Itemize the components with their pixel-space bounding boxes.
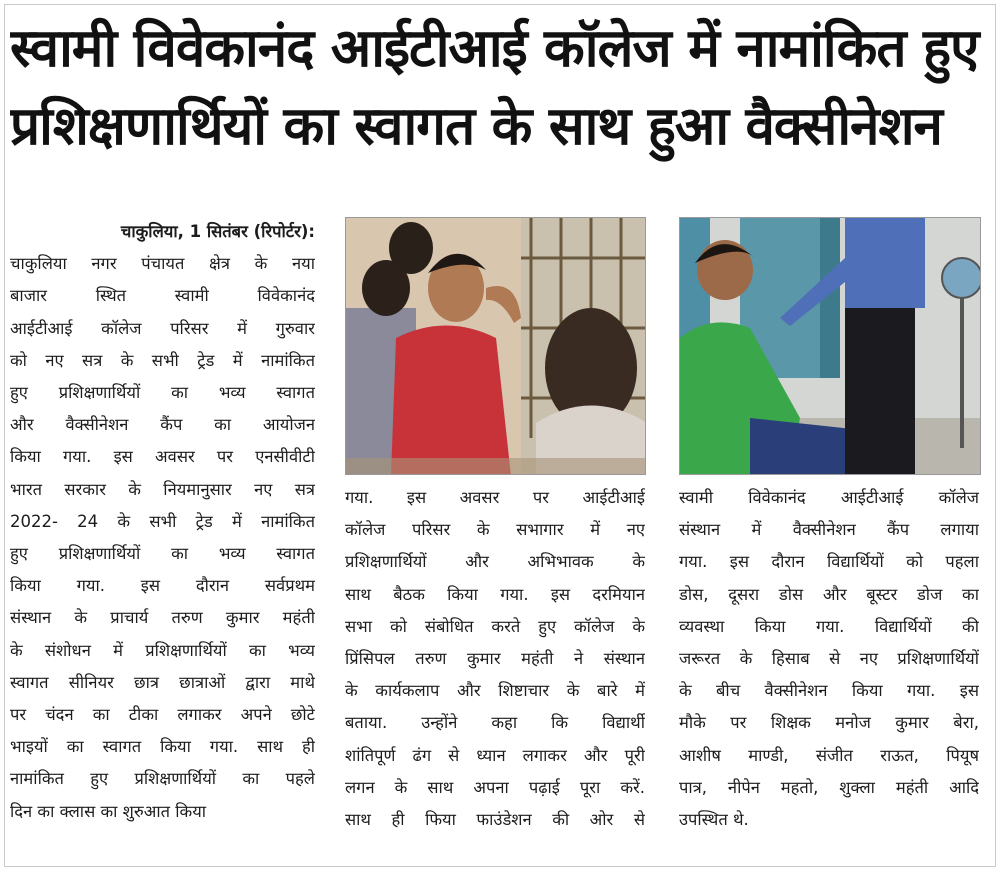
column-line: स्वामी विवेकानंद आईटीआई कॉलेज	[679, 488, 979, 507]
column-line: डोस, दूसरा डोस और बूस्टर डोज का	[679, 584, 979, 604]
column-line: दिन का क्लास का शुरुआत किया	[10, 801, 207, 821]
column-line: आशीष माण्डी, संजीत राऊत, पियूष	[679, 745, 979, 765]
photo-vaccination-image	[680, 218, 981, 475]
column-line: नामांकित हुए प्रशिक्षणार्थियों का पहले	[10, 769, 315, 789]
photo-vaccination	[679, 217, 981, 475]
column-line: उपस्थित थे.	[679, 810, 749, 830]
column-line: संस्थान के प्राचार्य तरुण कुमार महंती	[10, 608, 315, 628]
article-column-2	[345, 482, 645, 836]
dateline: चाकुलिया, 1 सितंबर (रिपोर्टर):	[120, 222, 315, 241]
column-line: स्वागत सीनियर छात्र छात्राओं द्वारा माथे	[10, 672, 315, 692]
column-line: गया. इस दौरान विद्यार्थियों को पहला	[679, 552, 979, 572]
column-line: गया. इस अवसर पर आईटीआई	[345, 488, 645, 507]
column-line: साथ ही फिया फाउंडेशन की ओर से	[345, 810, 645, 830]
column-line: 2022- 24 के सभी ट्रेड में नामांकित	[10, 511, 315, 531]
photo-welcome-tilak-image	[346, 218, 646, 475]
column-line: संस्थान में वैक्सीनेशन कैंप लगाया	[679, 520, 979, 540]
column-line: कॉलेज परिसर के सभागार में नए	[345, 520, 645, 540]
column-line: शांतिपूर्ण ढंग से ध्यान लगाकर और पूरी	[345, 745, 645, 765]
column-line: प्रशिक्षणार्थियों और अभिभावक के	[345, 552, 645, 572]
column-line: बाजार स्थित स्वामी विवेकानंद	[10, 286, 315, 306]
column-line: मौके पर शिक्षक मनोज कुमार बेरा,	[679, 713, 979, 733]
headline-line-1: स्वामी विवेकानंद आईटीआई कॉलेज में नामांकित हुए	[10, 18, 979, 79]
column-line: आईटीआई कॉलेज परिसर में गुरुवार	[10, 318, 315, 338]
article-column-1	[10, 216, 315, 828]
column-line: जरूरत के हिसाब से नए प्रशिक्षणार्थियों	[679, 649, 979, 669]
column-line: और वैक्सीनेशन कैंप का आयोजन	[10, 415, 315, 435]
column-line: हुए प्रशिक्षणार्थियों का भव्य स्वागत	[10, 544, 315, 564]
column-line: बताया. उन्होंने कहा कि विद्यार्थी	[345, 713, 645, 733]
column-line: पर चंदन का टीका लगाकर अपने छोटे	[10, 705, 315, 725]
column-line: पात्र, नीपेन महतो, शुक्ला महंती आदि	[679, 777, 979, 797]
headline-line-2: प्रशिक्षणार्थियों का स्वागत के साथ हुआ वैक्सीनेशन	[10, 96, 942, 157]
photo-welcome-tilak	[345, 217, 646, 475]
column-line: को नए सत्र के सभी ट्रेड में नामांकित	[10, 350, 315, 370]
column-line: भारत सरकार के नियमानुसार नए सत्र	[10, 479, 315, 499]
column-line: चाकुलिया नगर पंचायत क्षेत्र के नया	[10, 254, 315, 274]
column-line: के बीच वैक्सीनेशन किया गया. इस	[679, 681, 979, 701]
column-line: प्रिंसिपल तरुण कुमार महंती ने संस्थान	[345, 649, 645, 669]
column-line: साथ बैठक किया गया. इस दरमियान	[345, 584, 645, 604]
column-line: लगन के साथ अपना पढ़ाई पूरा करें.	[345, 777, 645, 797]
column-line: किया गया. इस दौरान सर्वप्रथम	[10, 576, 315, 596]
headline	[10, 10, 990, 166]
column-line: के कार्यकलाप और शिष्टाचार के बारे में	[345, 681, 645, 701]
column-line: हुए प्रशिक्षणार्थियों का भव्य स्वागत	[10, 383, 315, 403]
article-column-3	[679, 482, 979, 836]
column-line: व्यवस्था किया गया. विद्यार्थियों की	[679, 616, 979, 636]
column-line: के संशोधन में प्रशिक्षणार्थियों का भव्य	[10, 640, 315, 660]
column-line: भाइयों का स्वागत किया गया. साथ ही	[10, 737, 315, 757]
column-line: किया गया. इस अवसर पर एनसीवीटी	[10, 447, 315, 467]
column-line: सभा को संबोधित करते हुए कॉलेज के	[345, 616, 645, 636]
